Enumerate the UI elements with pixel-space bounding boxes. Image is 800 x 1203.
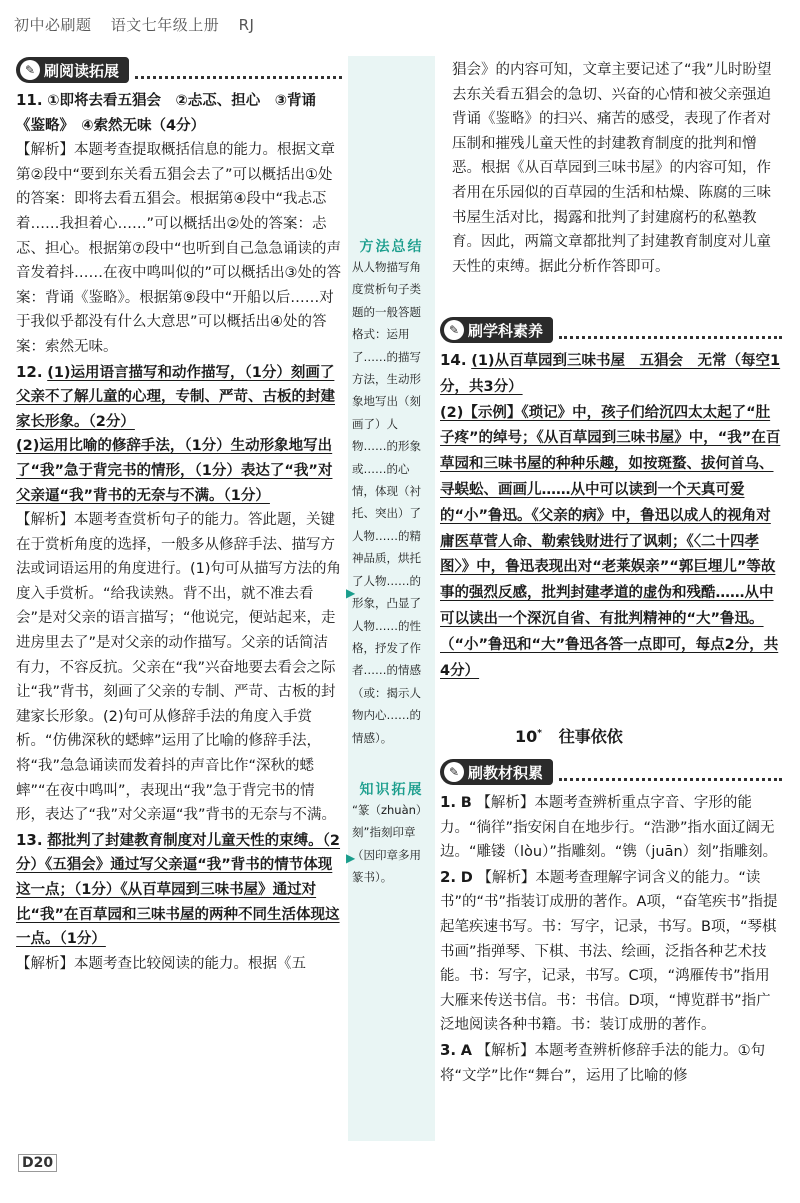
knowledge-body: “篆（zhuàn）刻”指刻印章（因印章多用篆书）。 xyxy=(352,802,428,885)
section-textbook-header xyxy=(440,758,782,786)
q13-answer: 13. 都批判了封建教育制度对儿童天性的束缚。（2分）《五猖会》通过写父亲逼“我”背书的情节体现这一点；（1分）《从百草园到三味书屋》通过对比“我”在百草园和三味书屋的两种不同生活体现这一点。（1分） xyxy=(16,830,341,948)
method-summary-title: 方法总结 xyxy=(359,239,424,255)
dotted-divider xyxy=(559,764,782,781)
book-title: 初中必刷题 xyxy=(14,16,92,34)
q13-explanation: 【解析】本题考查比较阅读的能力。根据《五 xyxy=(16,955,306,972)
arrow-icon: ▶ xyxy=(346,586,356,600)
section-badge: ✎ 刷阅读拓展 xyxy=(16,57,129,83)
right-column-q14 xyxy=(440,348,782,684)
q11-explanation: 【解析】本题考查提取概括信息的能力。根据文章第②段中“要到东关看五猖会去了”可以概括出①处的答案：即将去看五猖会。根据第④段中“我忐忑着……我担着心……”可以概括出②处的答案：忐忑、担心。根据第⑦段中“也听到自己急急诵读的声音发着抖……在夜中鸣叫似的”可以概括出③处的答案：背诵《鉴略》。根据第⑨段中“开船以后……对于我似乎都没有什么大意思”可以概括出④处的答案：索然无味。 xyxy=(16,142,342,355)
q12-explanation: 【解析】本题考查赏析句子的能力。答此题，关键在于赏析角度的选择，一般多从修辞手法、描写方法或词语运用的角度进行。(1)句可从描写方法的角度入手赏析。“给我读熟。背不出，就不准去看会”是对父亲的语言描写；“他说完，便站起来，走进房里去了”是对父亲的动作描写。父亲的话简洁有力，不容反抗。父亲在“我”兴奋地要去看会之际让“我”背书，刻画了父亲的专制、严苛、古板的封建家长形象。(2)句可从修辞手法的角度入手赏析。“仿佛深秋的蟋蟀”运用了比喻的修辞手法，将“我”急急诵读而发着抖的声音比作“深秋的蟋蟀”“在夜中鸣叫”，表现出“我”急于背完书的情形，表达了“我”对父亲逼“我”背书的无奈与不满。 xyxy=(16,512,342,824)
arrow-icon: ▶ xyxy=(346,851,356,865)
method-summary-body: 从人物描写角度赏析句子类题的一般答题格式：运用了……的描写方法，生动形象地写出（刻画了）人物……的形象或……的心情，体现（衬托、突出）了人物……的精神品质，烘托了人物……的形象，凸显了人物……的性格，抒发了作者……的情感（或：揭示人物内心……的情感）。 xyxy=(352,260,421,745)
dotted-divider xyxy=(559,322,782,339)
q13-explanation-cont: 猖会》的内容可知，文章主要记述了“我”儿时盼望去东关看五猖会的急切、兴奋的心情和被父亲强迫背诵《鉴略》的扫兴、痛苦的感受，表现了作者对压制和摧残儿童天性的封建教育制度的批判和憎恶。根据《从百草园到三味书屋》的内容可知，作者用在乐园似的百草园的生活和枯燥、陈腐的三味书屋生活对比，揭露和批判了封建腐朽的私塾教育。因此，两篇文章都批判了封建教育制度对儿童天性的束缚。据此分析作答即可。 xyxy=(452,62,772,275)
edition-label: RJ xyxy=(238,16,255,34)
section-badge: ✎ 刷教材积累 xyxy=(440,759,553,785)
right-column-lesson10 xyxy=(440,790,782,1088)
page-number: D20 xyxy=(18,1154,57,1172)
sidebar-notes xyxy=(348,56,435,1141)
q12-answer-2: (2)运用比喻的修辞手法，（1分）生动形象地写出了“我”急于背完书的情形，（1分）表达了“我”对父亲逼“我”背书的无奈与不满。（1分） xyxy=(16,438,333,504)
section-badge: ✎ 刷学科素养 xyxy=(440,317,553,343)
right-column-top xyxy=(452,58,782,279)
subject-title: 语文七年级上册 xyxy=(110,16,220,34)
lesson-title: 10* 往事依依 xyxy=(515,727,623,746)
q12-answer-1: 12. (1)运用语言描写和动作描写，（1分）刻画了父亲不了解儿童的心理，专制、严苛、古板的封建家长形象。（2分） xyxy=(16,362,335,430)
knowledge-title: 知识拓展 xyxy=(359,781,424,798)
section-reading-header xyxy=(16,56,342,84)
q11-answer: 11. ①即将去看五猖会 ②忐忑、担心 ③背诵《鉴略》 ④索然无味（4分） xyxy=(16,91,317,134)
q1-answer: 1. B 【解析】本题考查辨析重点字音、字形的能力。“徜徉”指安闲自在地步行。“浩渺”指水面辽阔无边。“雕镂（lòu）”指雕刻。“镌（juān）刻”指雕刻。 xyxy=(440,793,778,861)
q3-answer: 3. A 【解析】本题考查辨析修辞手法的能力。①句将“文学”比作“舞台”，运用了比喻的修 xyxy=(440,1040,766,1084)
q14-answer-1: 14. (1)从百草园到三味书屋 五猖会 无常（每空1分，共3分） xyxy=(440,351,781,395)
section-subject-header xyxy=(440,316,782,344)
q2-answer: 2. D 【解析】本题考查理解字词含义的能力。“读书”的“书”指装订成册的著作。A项，“奋笔疾书”指提起笔疾速书写。书：写字，记录，书写。B项，“琴棋书画”指弹琴、下棋、书法、绘画，泛指各种艺术技能。书：写字，记录，书写。C项，“鸿雁传书”指用大雁来传送书信。书：书信。D项，“博览群书”指广泛地阅读各种书籍。书：装订成册的著作。 xyxy=(440,867,778,1034)
dotted-divider xyxy=(135,62,342,79)
book-icon: ✎ xyxy=(20,60,40,80)
left-column xyxy=(16,88,342,976)
page-header xyxy=(14,14,268,35)
book-icon: ✎ xyxy=(444,320,464,340)
q14-answer-2: (2)【示例】《琐记》中，孩子们给沉四太太起了“肚子疼”的绰号；《从百草园到三味书屋》中，“我”在百草园和三味书屋的种种乐趣，如按斑蝥、拔何首乌、寻蜈蚣、画画儿……从中可以读到一个天真可爱的“小”鲁迅。《父亲的病》中，鲁迅以成人的视角对庸医草菅人命、勒索钱财进行了讽刺；《〈二十四孝图〉》中，鲁迅表现出对“老莱娱亲”“郭巨埋儿”等故事的强烈反感，批判封建孝道的虚伪和残酷……从中可以读出一个深沉自省、有批判精神的“大”鲁迅。（“小”鲁迅和“大”鲁迅各答一点即可，每点2分，共4分） xyxy=(440,404,781,679)
book-icon: ✎ xyxy=(444,762,464,782)
